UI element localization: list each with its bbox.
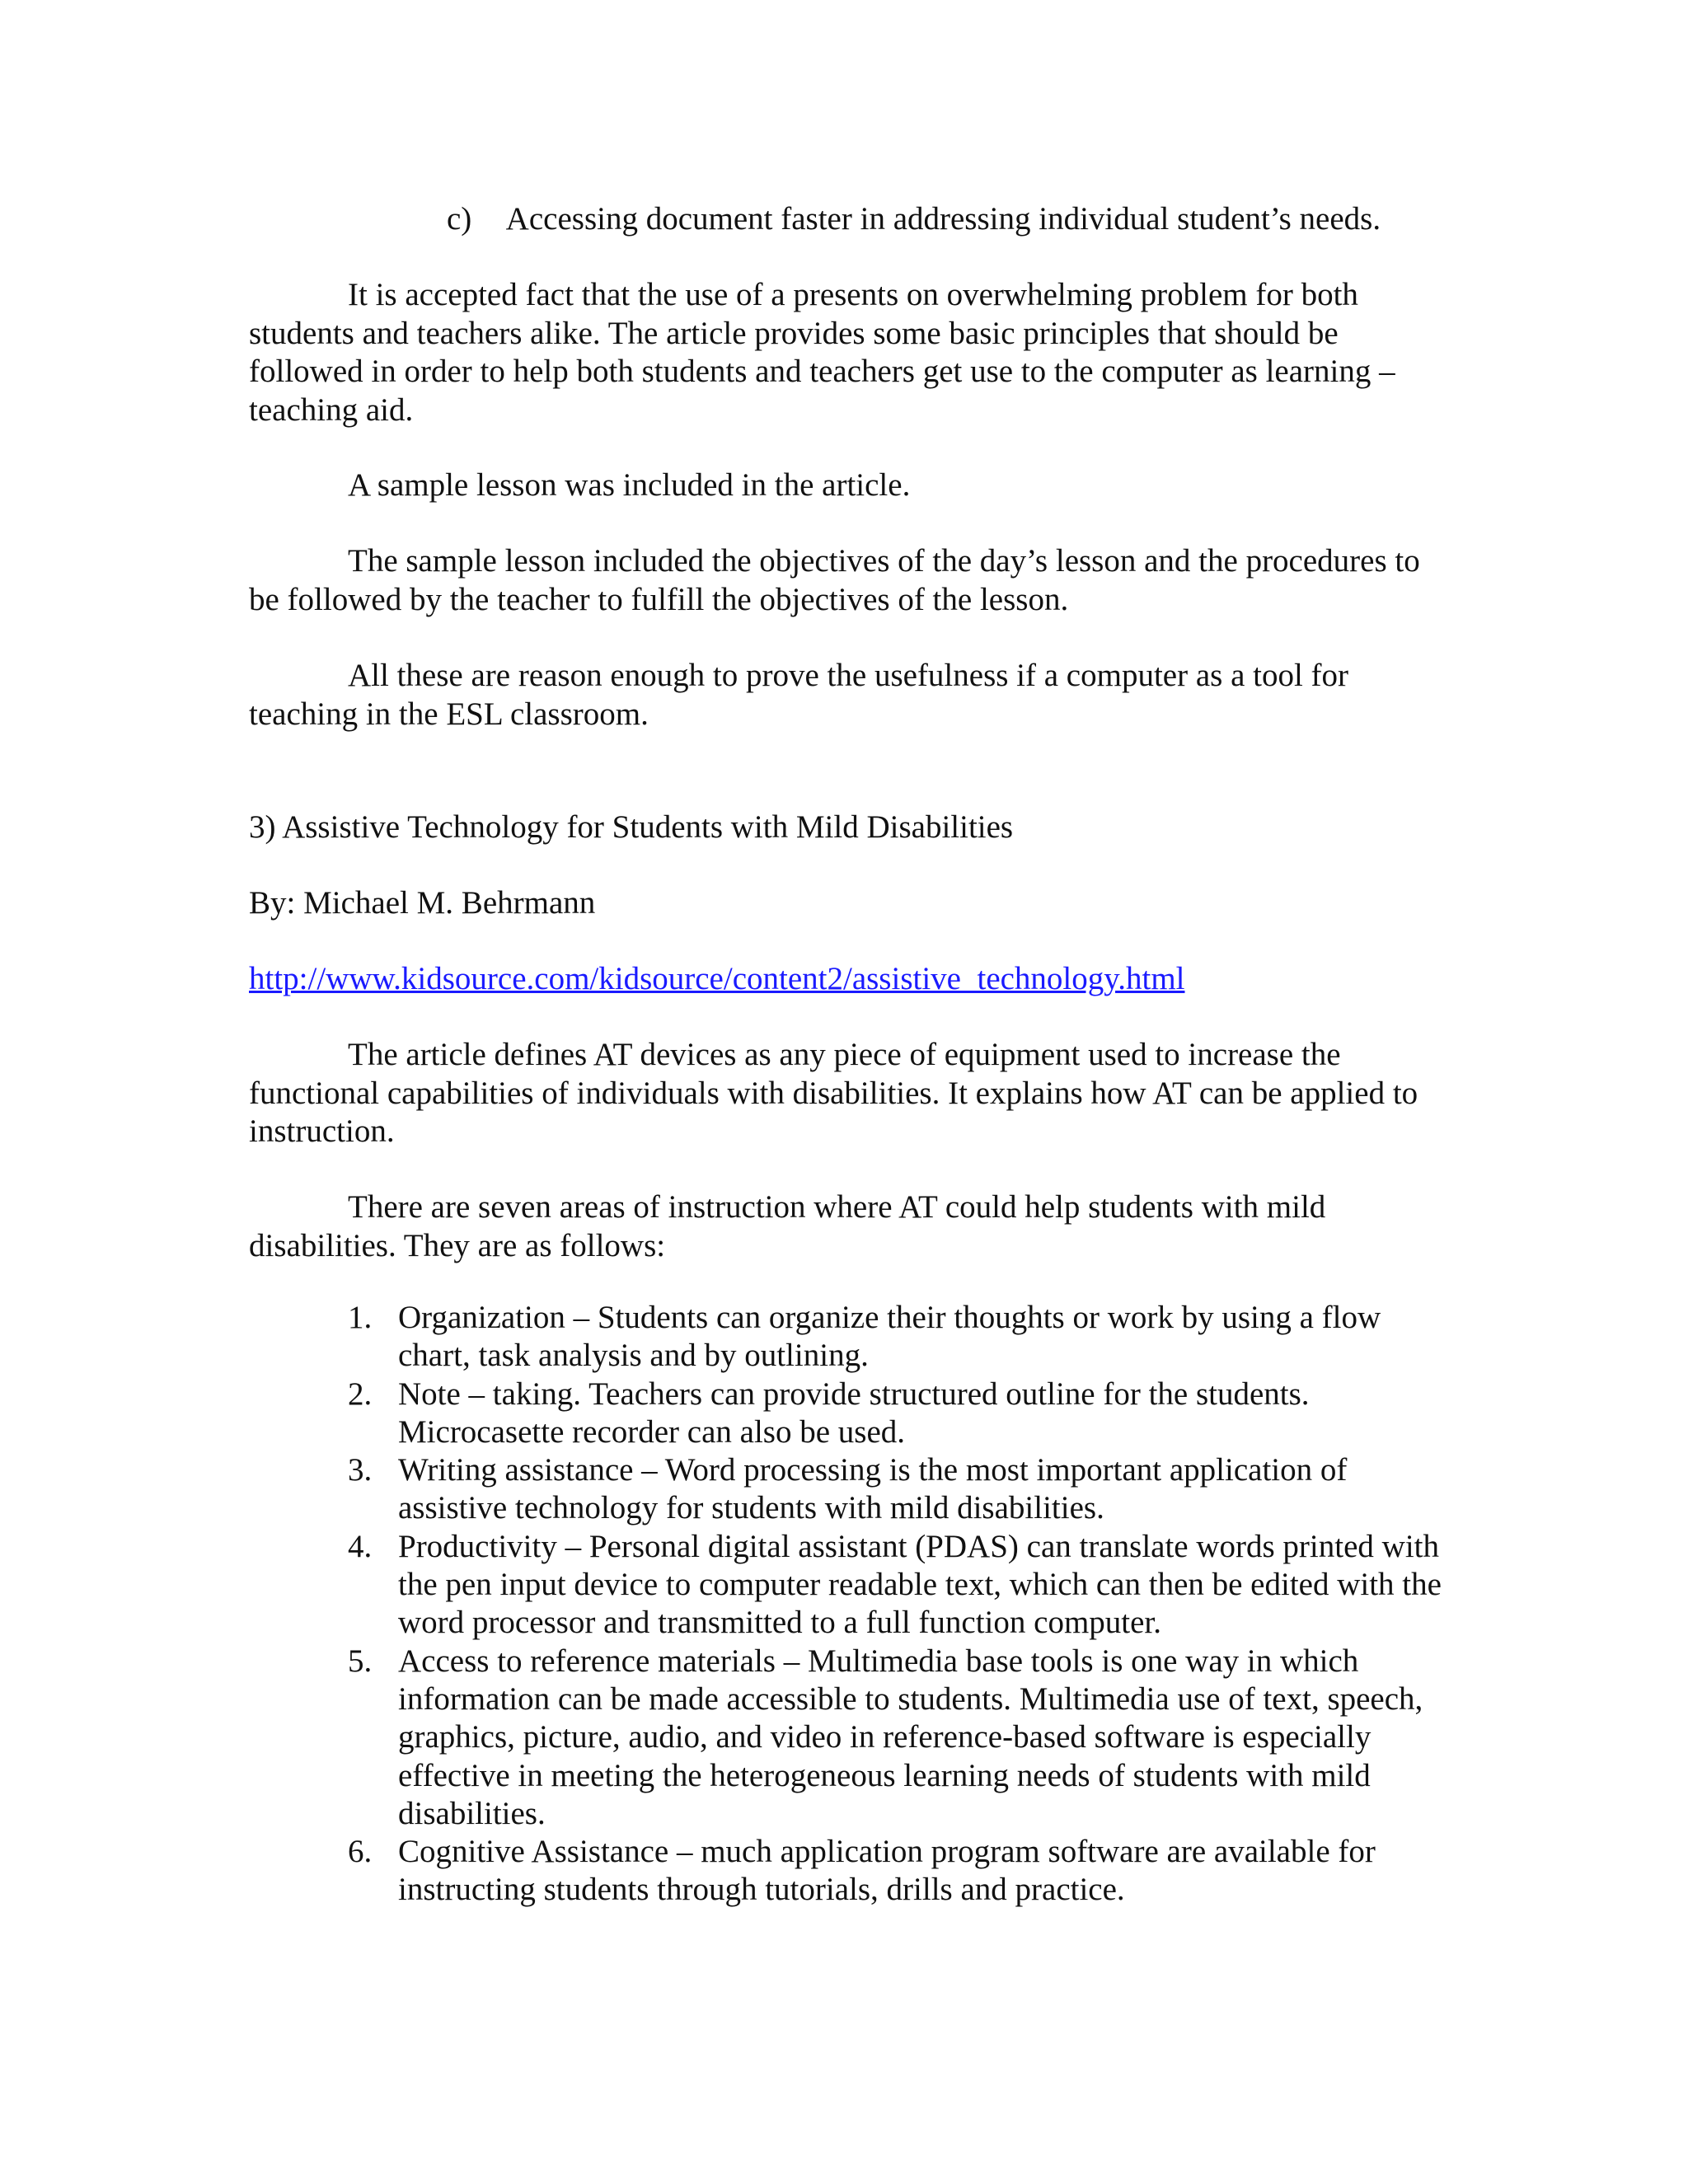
list-number: 4. [348,1528,373,1564]
list-item-text: Organization – Students can organize their thoughts or work by using a flow chart, task analysis and by outlining. [398,1300,1381,1374]
author-line: By: Michael M. Behrmann [249,885,596,921]
list-number: 3. [348,1452,373,1488]
paragraph-1: It is accepted fact that the use of a presents on overwhelming problem for both students and teachers alike. The article provides some basic principles that should be followed in order to help both students and teachers get use to the computer as learning – teaching aid. [249,277,1395,428]
list-number: 1. [348,1300,373,1335]
paragraph-4: All these are reason enough to prove the usefulness if a computer as a tool for teaching in the ESL classroom. [249,658,1349,732]
list-item-c [447,200,1381,238]
list-item-text: Productivity – Personal digital assistant (PDAS) can translate words printed with the pen input device to computer readable text, which can then be edited with the word processor and transmitted to a full function computer. [398,1528,1442,1641]
section-heading: 3) Assistive Technology for Students with Mild Disabilities [249,809,1014,845]
paragraph-5: The article defines AT devices as any piece of equipment used to increase the functional capabilities of individuals with disabilities. It explains how AT can be applied to instruction. [249,1037,1418,1149]
list-item [348,1451,1452,1528]
list-item [348,1299,1452,1376]
list-number: 6. [348,1834,373,1870]
list-number: 5. [348,1643,373,1679]
list-marker: c) [447,201,472,237]
list-item [348,1643,1452,1833]
list-item-text: Accessing document faster in addressing individual student’s needs. [505,201,1381,237]
article-url-link[interactable]: http://www.kidsource.com/kidsource/content2/assistive_technology.html [249,961,1185,996]
paragraph-3: The sample lesson included the objectives of the day’s lesson and the procedures to be followed by the teacher to fulfill the objectives of the lesson. [249,543,1420,617]
list-number: 2. [348,1376,373,1412]
paragraph-2: A sample lesson was included in the article. [348,467,911,503]
list-item-text: Writing assistance – Word processing is the most important application of assistive technology for students with mild disabilities. [398,1452,1348,1526]
list-item-text: Note – taking. Teachers can provide structured outline for the students. Microcasette recorder can also be used. [398,1376,1310,1450]
list-item [348,1528,1452,1643]
list-item [348,1376,1452,1452]
list-item-text: Access to reference materials – Multimedia base tools is one way in which information can be made accessible to students. Multimedia use of text, speech, graphics, picture, audio, and video in reference-based software is especially effective in meeting the heterogeneous learning needs of students with mild disabilities. [398,1643,1423,1831]
paragraph-6: There are seven areas of instruction where AT could help students with mild disabilities. They are as follows: [249,1189,1326,1263]
list-item [348,1833,1452,1910]
list-item-text: Cognitive Assistance – much application program software are available for instructing students through tutorials, drills and practice. [398,1834,1376,1908]
numbered-list [348,1299,1452,1910]
